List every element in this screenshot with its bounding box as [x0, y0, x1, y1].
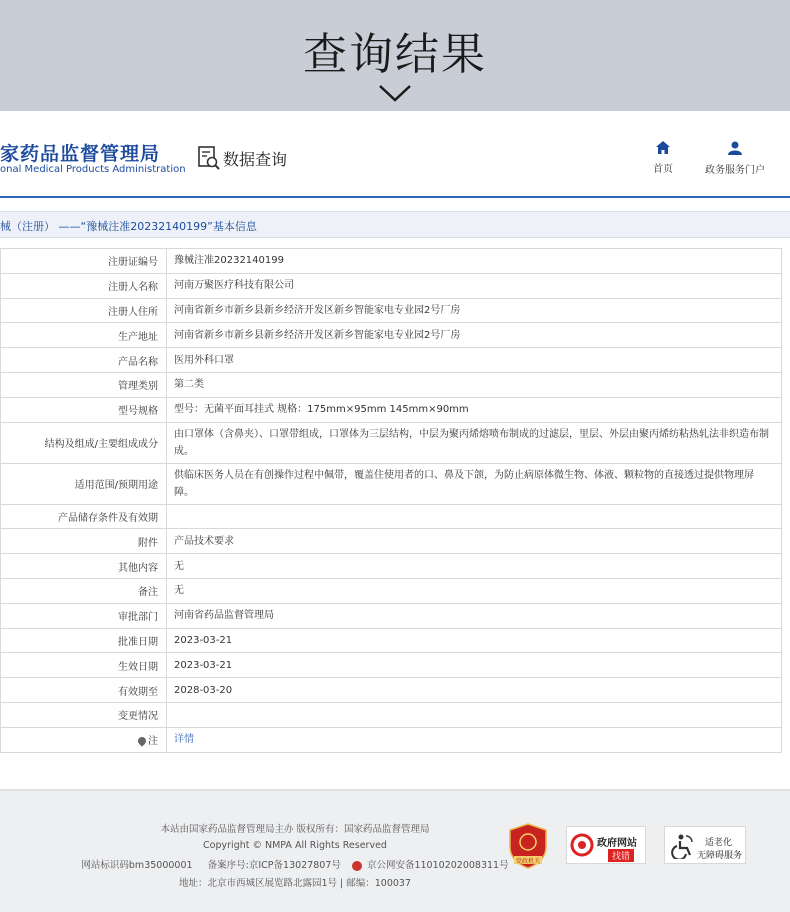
field-value: 河南万聚医疗科技有限公司	[167, 273, 782, 298]
field-value: 无	[167, 578, 782, 603]
field-value: 由口罩体（含鼻夹）、口罩带组成，口罩体为三层结构，中层为聚丙烯熔喷布制成的过滤层，里层、外层由聚丙烯纺粘热轧法非织造布制成。	[167, 422, 782, 463]
nav-service-portal[interactable]	[700, 141, 770, 176]
site-logo-en: onal Medical Products Administration	[0, 164, 186, 175]
field-value: 第二类	[167, 372, 782, 397]
field-label: 其他内容	[1, 554, 167, 579]
info-table	[0, 248, 782, 753]
field-label: 注册人住所	[1, 298, 167, 323]
party-gov-badge-label: 党政机关	[515, 858, 541, 865]
field-label: 管理类别	[1, 372, 167, 397]
pin-icon	[136, 735, 147, 746]
field-label-note	[1, 727, 167, 752]
field-label: 产品储存条件及有效期	[1, 504, 167, 529]
accessibility-badge[interactable]	[664, 826, 746, 864]
note-label: 注	[148, 736, 158, 748]
banner-title: 查询结果	[303, 29, 487, 80]
party-gov-badge[interactable]	[508, 823, 548, 869]
table-row	[1, 653, 782, 678]
nav-home-label: 首页	[653, 164, 673, 175]
accessibility-icon	[669, 833, 695, 859]
gov-website-error-badge[interactable]	[566, 826, 646, 864]
footer-sponsor: 本站由国家药品监督管理局主办 版权所有：国家药品监督管理局	[160, 824, 430, 835]
page	[0, 111, 790, 912]
elder-friendly-label: 适老化	[705, 838, 733, 848]
field-label: 生产地址	[1, 323, 167, 348]
table-row	[1, 249, 782, 274]
accessibility-service-label: 无障碍服务	[697, 851, 743, 861]
data-query-label: 数据查询	[223, 149, 288, 169]
data-query-link[interactable]	[197, 144, 287, 172]
field-label: 型号规格	[1, 397, 167, 422]
table-row	[1, 603, 782, 628]
field-value	[167, 727, 782, 752]
table-row	[1, 273, 782, 298]
field-value: 供临床医务人员在有创操作过程中佩带，覆盖住使用者的口、鼻及下颌，为防止病原体微生物、体液、颗粒物的直接透过提供物理屏障。	[167, 463, 782, 504]
police-record-link[interactable]: 京公网安备11010202008311号	[366, 860, 509, 871]
table-row	[1, 678, 782, 703]
table-row	[1, 727, 782, 752]
table-row	[1, 578, 782, 603]
find-error-label: 找错	[608, 849, 634, 862]
table-row	[1, 372, 782, 397]
field-label: 变更情况	[1, 702, 167, 727]
field-label: 产品名称	[1, 348, 167, 373]
police-emblem-icon	[352, 861, 362, 871]
field-label: 附件	[1, 529, 167, 554]
field-value: 型号：无菌平面耳挂式 规格：175mm×95mm 145mm×90mm	[167, 397, 782, 422]
site-header	[0, 111, 790, 196]
footer-registration	[0, 857, 590, 871]
footer-address: 地址：北京市西城区展览路北露园1号 | 邮编：100037	[178, 878, 412, 889]
table-row	[1, 702, 782, 727]
table-row	[1, 348, 782, 373]
table-row	[1, 628, 782, 653]
table-row	[1, 504, 782, 529]
chevron-down-icon	[377, 82, 413, 104]
footer-copyright: Copyright © NMPA All Rights Reserved	[203, 840, 387, 851]
field-value: 医用外科口罩	[167, 348, 782, 373]
result-banner	[0, 0, 790, 110]
field-label: 备注	[1, 578, 167, 603]
breadcrumb	[0, 211, 790, 238]
field-label: 注册证编号	[1, 249, 167, 274]
table-row	[1, 529, 782, 554]
field-value: 河南省新乡市新乡县新乡经济开发区新乡智能家电专业园2号厂房	[167, 323, 782, 348]
table-row	[1, 422, 782, 463]
table-row	[1, 463, 782, 504]
home-icon	[656, 141, 670, 154]
field-value: 2023-03-21	[167, 628, 782, 653]
field-value: 2023-03-21	[167, 653, 782, 678]
field-value: 河南省新乡市新乡县新乡经济开发区新乡智能家电专业园2号厂房	[167, 298, 782, 323]
field-value	[167, 702, 782, 727]
icp-link[interactable]: 备案序号:京ICP备13027807号	[207, 860, 341, 871]
field-value: 豫械注准20232140199	[167, 249, 782, 274]
user-icon	[728, 141, 742, 155]
field-value	[167, 504, 782, 529]
site-logo-cn[interactable]: 家药品监督管理局	[0, 143, 161, 165]
table-row	[1, 298, 782, 323]
field-label: 适用范围/预期用途	[1, 463, 167, 504]
field-value: 产品技术要求	[167, 529, 782, 554]
nav-service-portal-label: 政务服务门户	[705, 165, 765, 176]
site-footer	[0, 789, 790, 912]
gov-website-label: 政府网站	[597, 838, 637, 849]
field-value: 2028-03-20	[167, 678, 782, 703]
field-label: 生效日期	[1, 653, 167, 678]
field-label: 结构及组成/主要组成成分	[1, 422, 167, 463]
field-label: 审批部门	[1, 603, 167, 628]
table-row	[1, 397, 782, 422]
table-row	[1, 554, 782, 579]
field-label: 有效期至	[1, 678, 167, 703]
table-row	[1, 323, 782, 348]
breadcrumb-text: 械（注册） ——“豫械注准20232140199”基本信息	[0, 220, 257, 233]
gov-website-icon	[570, 831, 594, 859]
field-label: 注册人名称	[1, 273, 167, 298]
details-link[interactable]: 详情	[174, 734, 194, 746]
document-search-icon	[197, 145, 221, 171]
site-id: 网站标识码bm35000001	[81, 860, 193, 871]
field-value: 河南省药品监督管理局	[167, 603, 782, 628]
header-divider	[0, 196, 790, 198]
field-value: 无	[167, 554, 782, 579]
field-label: 批准日期	[1, 628, 167, 653]
nav-home[interactable]	[648, 141, 678, 175]
